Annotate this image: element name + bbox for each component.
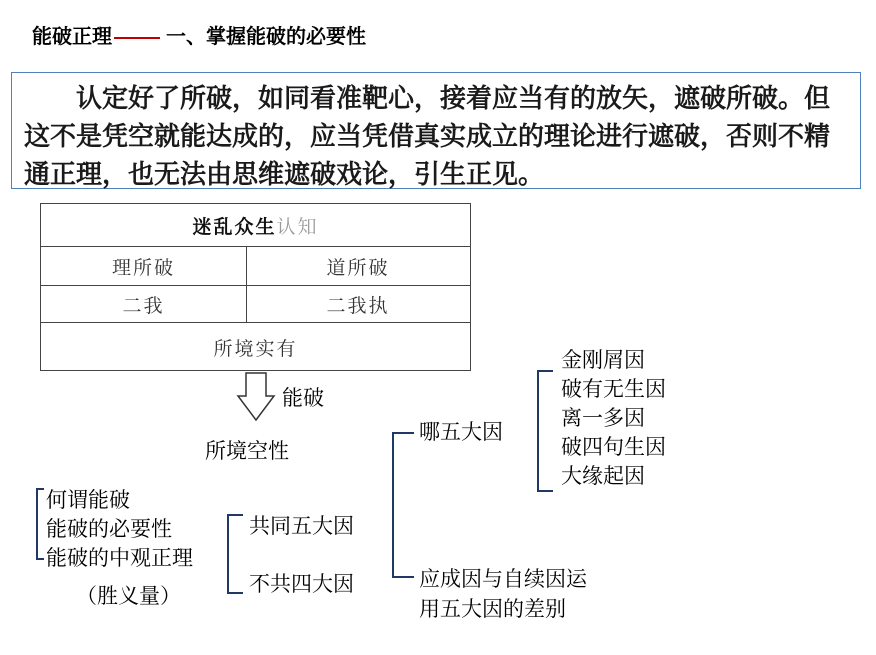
difference-line: 应成因与自续因运 [419,567,587,591]
mid-bracket [227,514,243,594]
table-row [41,322,470,371]
down-arrow-icon [236,372,276,422]
five-cause-item: 破有无生因 [561,377,666,401]
table-row [41,204,470,246]
five-causes-bracket [537,370,553,492]
long-bracket [392,432,414,578]
table-title-light: 认知 [276,215,319,238]
left-item: 能破的中观正理 [46,546,193,570]
result-label: 所境空性 [205,439,289,463]
table-row [41,285,470,323]
table-title [41,204,470,246]
five-cause-item: 破四句生因 [561,435,666,459]
heading-right: 一、掌握能破的必要性 [166,24,366,48]
table-cell: 理所破 [41,247,247,286]
mid-item: 不共四大因 [249,572,354,596]
five-cause-item: 大缘起因 [561,464,645,488]
five-cause-item: 离一多因 [561,406,645,430]
table-cell: 二我 [41,286,247,323]
table-row [41,246,470,286]
page-heading [32,20,366,49]
table-cell: 所境实有 [213,337,298,360]
left-item: 何谓能破 [46,488,130,512]
heading-rule [114,37,160,39]
table-cell: 道所破 [326,257,390,279]
quote-box [11,72,861,189]
left-item: 能破的必要性 [46,517,172,541]
mid-item: 共同五大因 [249,514,354,538]
table-title-bold: 迷乱众生 [192,215,277,238]
arrow-label: 能破 [282,386,324,410]
left-bracket [36,488,44,560]
five-cause-item: 金刚屑因 [561,348,645,372]
heading-left: 能破正理 [32,24,112,48]
difference-line: 用五大因的差别 [419,597,566,621]
table-cell: 二我执 [326,295,390,317]
view-table [40,203,471,371]
left-note: （胜义量） [76,584,181,608]
which-five-label: 哪五大因 [419,420,503,444]
quote-text: 认定好了所破，如同看准靶心，接着应当有的放矢，遮破所破。但这不是凭空就能达成的，应当凭借真实成立的理论进行遮破，否则不精通正理，也无法由思维遮破戏论，引生正见。 [24,84,831,190]
